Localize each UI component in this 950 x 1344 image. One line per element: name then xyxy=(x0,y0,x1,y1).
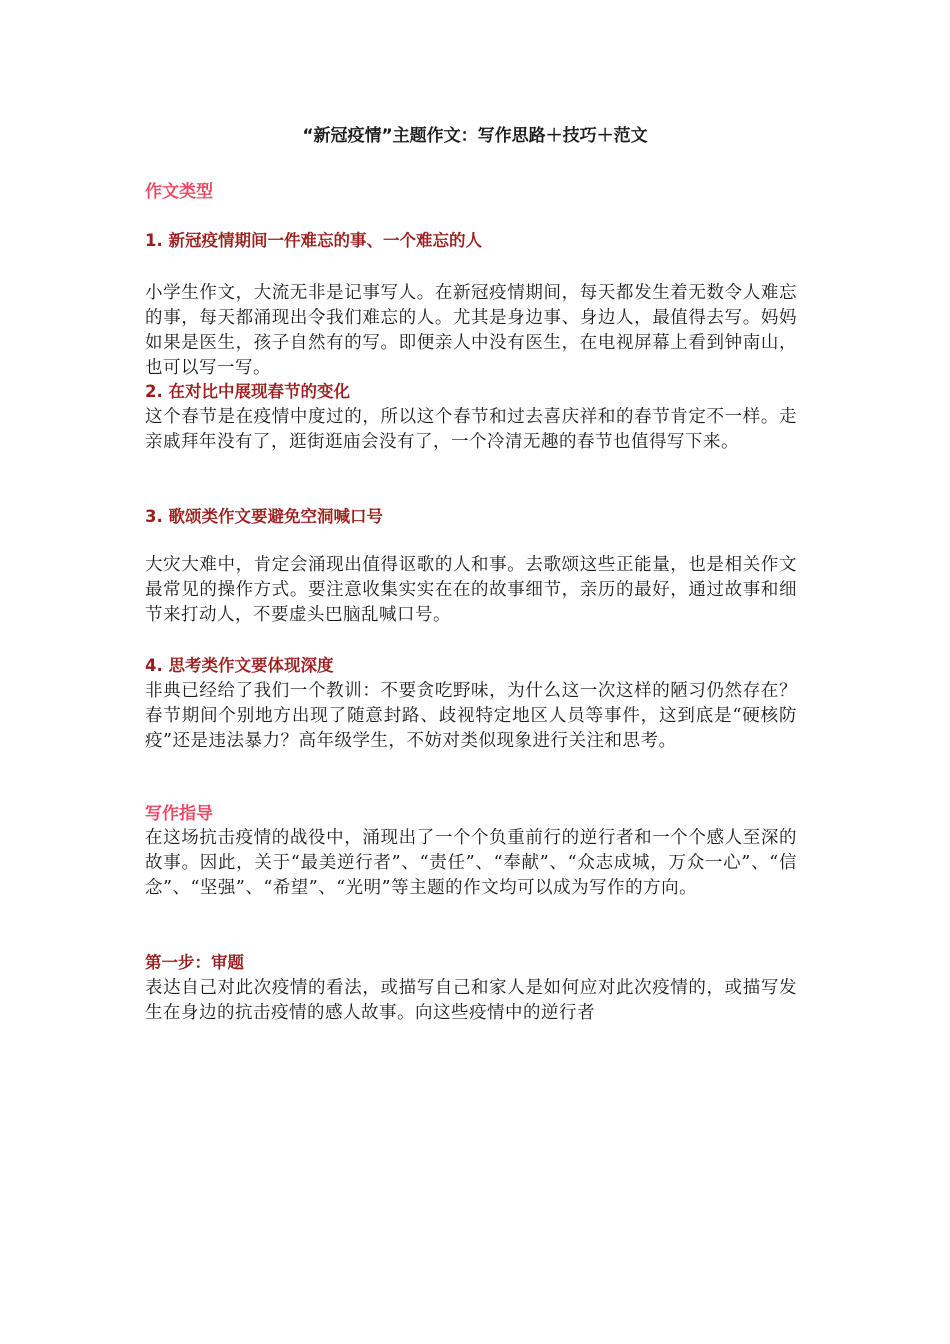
step1-paragraph: 表达自己对此次疫情的看法，或描写自己和家人是如何应对此次疫情的，或描写发生在身边的抗击疫情的感人故事。向这些疫情中的逆行者 xyxy=(145,978,797,1023)
section-heading-types: 作文类型 xyxy=(145,182,213,202)
item-heading-4: 4. 思考类作文要体现深度 xyxy=(145,656,334,675)
section-heading-guide: 写作指导 xyxy=(145,804,213,824)
document-title: “新冠疫情”主题作文：写作思路＋技巧＋范文 xyxy=(302,126,648,146)
item-paragraph-4: 非典已经给了我们一个教训：不要贪吃野味，为什么这一次这样的陋习仍然存在？春节期间个别地方出现了随意封路、歧视特定地区人员等事件，这到底是“硬核防疫”还是违法暴力？高年级学生，不妨对类似现象进行关注和思考。 xyxy=(145,681,797,751)
item-paragraph-2: 这个春节是在疫情中度过的，所以这个春节和过去喜庆祥和的春节肯定不一样。走亲戚拜年没有了，逛街逛庙会没有了，一个冷清无趣的春节也值得写下来。 xyxy=(145,407,797,452)
item-paragraph-1: 小学生作文，大流无非是记事写人。在新冠疫情期间，每天都发生着无数令人难忘的事，每天都涌现出令我们难忘的人。尤其是身边事、身边人，最值得去写。妈妈如果是医生，孩子自然有的写。即便亲人中没有医生，在电视屏幕上看到钟南山，也可以写一写。 xyxy=(145,283,797,378)
item-heading-2: 2. 在对比中展现春节的变化 xyxy=(145,382,350,401)
item-heading-3: 3. 歌颂类作文要避免空洞喊口号 xyxy=(145,507,383,526)
item-paragraph-3: 大灾大难中，肯定会涌现出值得讴歌的人和事。去歌颂这些正能量，也是相关作文最常见的操作方式。要注意收集实实在在的故事细节，亲历的最好，通过故事和细节来打动人，不要虚头巴脑乱喊口号。 xyxy=(145,555,797,625)
item-heading-1: 1. 新冠疫情期间一件难忘的事、一个难忘的人 xyxy=(145,231,482,250)
guide-paragraph: 在这场抗击疫情的战役中，涌现出了一个个负重前行的逆行者和一个个感人至深的故事。因此，关于“最美逆行者”、“责任”、“奉献”、“众志成城，万众一心”、“信念”、“坚强”、“希望”、“光明”等主题的作文均可以成为写作的方向。 xyxy=(145,828,797,898)
step1-heading: 第一步：审题 xyxy=(145,953,244,972)
